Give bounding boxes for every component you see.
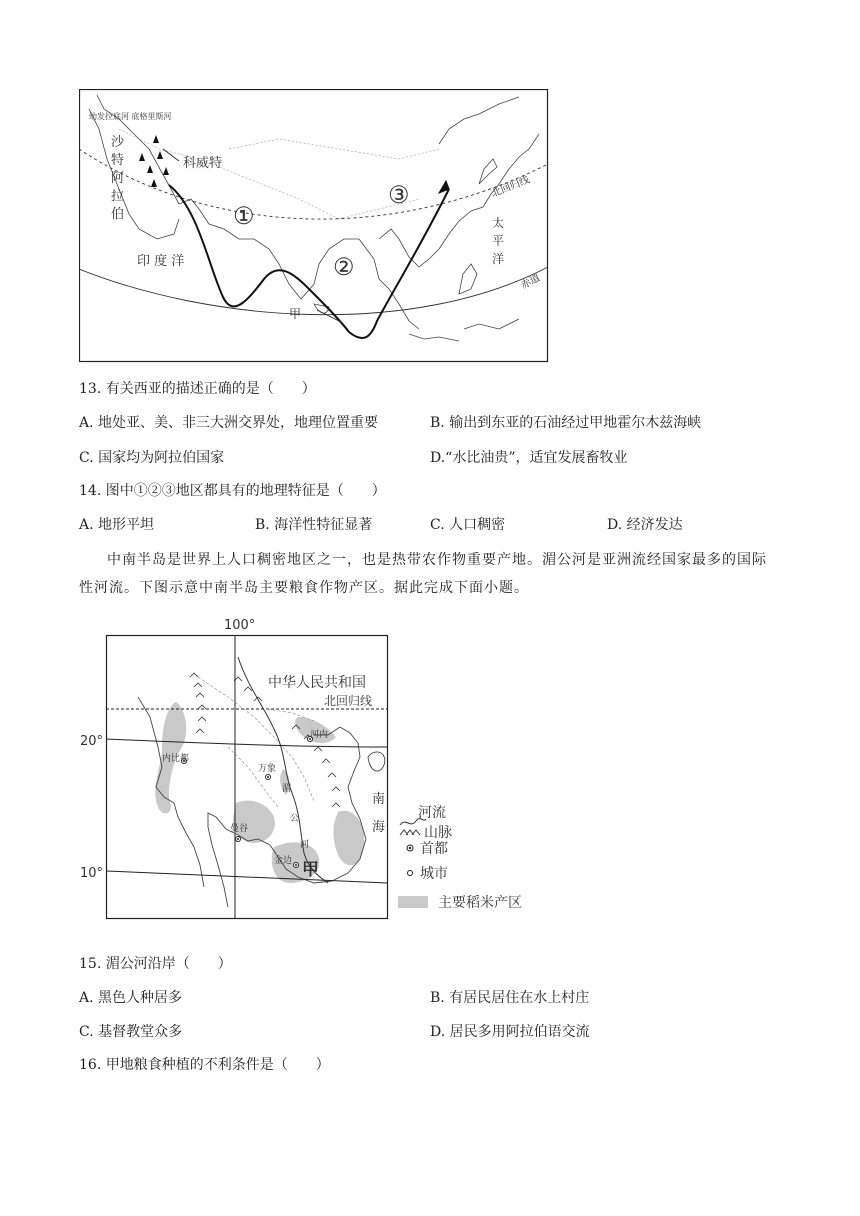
tropic-label-2: 北回归线	[324, 694, 373, 708]
legend-mountain-label: 山脉	[424, 825, 452, 841]
legend	[398, 804, 522, 911]
q13-option-a[interactable]: A. 地处亚、美、非三大洲交界处，地理位置重要	[79, 415, 379, 431]
q14-option-c[interactable]: C. 人口稠密	[430, 517, 506, 533]
saudi-char-2: 特	[111, 153, 125, 168]
south-sea-char-2: 海	[372, 820, 386, 835]
vientiane-label: 万象	[258, 764, 277, 774]
kuwait-label: 科威特	[183, 156, 223, 171]
indochina-rice-map	[78, 617, 548, 922]
south-sea-char-1: 南	[372, 792, 386, 807]
lat-20-label: 20°	[80, 734, 104, 749]
legend-river-label: 河流	[418, 805, 446, 821]
lon-100-label: 100°	[224, 618, 256, 633]
pacific-char-3: 洋	[492, 252, 505, 266]
q15-option-d[interactable]: D. 居民多用阿拉伯语交流	[430, 1024, 590, 1040]
pacific-char-2: 平	[492, 234, 505, 248]
region-2-marker: ②	[333, 253, 355, 281]
legend-mountain-icon	[400, 830, 420, 835]
legend-rice-label: 主要稻米产区	[438, 895, 522, 911]
q14-stem: 14. 图中①②③地区都具有的地理特征是（ ）	[79, 483, 386, 499]
legend-city-icon	[408, 871, 413, 876]
region-1-marker: ①	[233, 202, 255, 230]
q13-option-d[interactable]: D.“水比油贵”，适宜发展畜牧业	[430, 450, 628, 466]
hanoi-label: 河内	[310, 730, 329, 740]
map1-frame	[80, 90, 548, 362]
region-3-marker: ③	[388, 181, 410, 209]
q14-option-b[interactable]: B. 海洋性特征显著	[255, 517, 373, 533]
saudi-char-1: 沙	[111, 135, 125, 150]
phnompenh-label: 金边	[274, 856, 293, 866]
pacific-char-1: 太	[492, 216, 505, 230]
q13-option-b[interactable]: B. 输出到东亚的石油经过甲地霍尔木兹海峡	[430, 415, 702, 431]
q14-option-a[interactable]: A. 地形平坦	[79, 517, 155, 533]
jia-label-2: 甲	[302, 860, 319, 880]
asia-oil-route-map	[79, 89, 549, 363]
china-label: 中华人民共和国	[268, 675, 366, 691]
saudi-char-4: 拉	[111, 189, 125, 204]
legend-capital-label: 首都	[420, 841, 448, 857]
naypyidaw-label: 内比都	[162, 754, 190, 764]
lat-10-label: 10°	[80, 866, 104, 881]
q15-stem: 15. 湄公河沿岸（ ）	[79, 956, 232, 972]
tropic-label: 北回归线	[490, 174, 532, 200]
q15-option-a[interactable]: A. 黑色人种居多	[79, 990, 183, 1006]
equator-label: 赤道	[519, 272, 543, 292]
q15-option-c[interactable]: C. 基督教堂众多	[79, 1024, 183, 1040]
jia-label: 甲	[289, 307, 302, 321]
rivers-label: 幼发拉底河 底格里斯河	[89, 112, 172, 121]
legend-rice-swatch	[398, 896, 428, 908]
mekong-char-1: 湄	[282, 784, 292, 794]
indian-ocean-label: 印 度 洋	[137, 254, 185, 269]
legend-city-label: 城市	[420, 866, 448, 882]
mekong-char-2: 公	[290, 814, 300, 824]
q14-option-d[interactable]: D. 经济发达	[607, 517, 683, 533]
saudi-char-3: 阿	[111, 171, 125, 186]
saudi-char-5: 伯	[111, 207, 125, 222]
passage-text: 中南半岛是世界上人口稠密地区之一，也是热带农作物重要产地。湄公河是亚洲流经国家最多的国际性河流。下图示意中南半岛主要粮食作物产区。据此完成下面小题。	[79, 552, 767, 596]
mekong-char-3: 河	[300, 840, 310, 850]
q13-option-c[interactable]: C. 国家均为阿拉伯国家	[79, 450, 225, 466]
q13-stem: 13. 有关西亚的描述正确的是（ ）	[79, 381, 316, 397]
bangkok-label: 曼谷	[230, 824, 249, 834]
q16-stem: 16. 甲地粮食种植的不利条件是（ ）	[79, 1057, 330, 1073]
q15-option-b[interactable]: B. 有居民居住在水上村庄	[430, 990, 590, 1006]
